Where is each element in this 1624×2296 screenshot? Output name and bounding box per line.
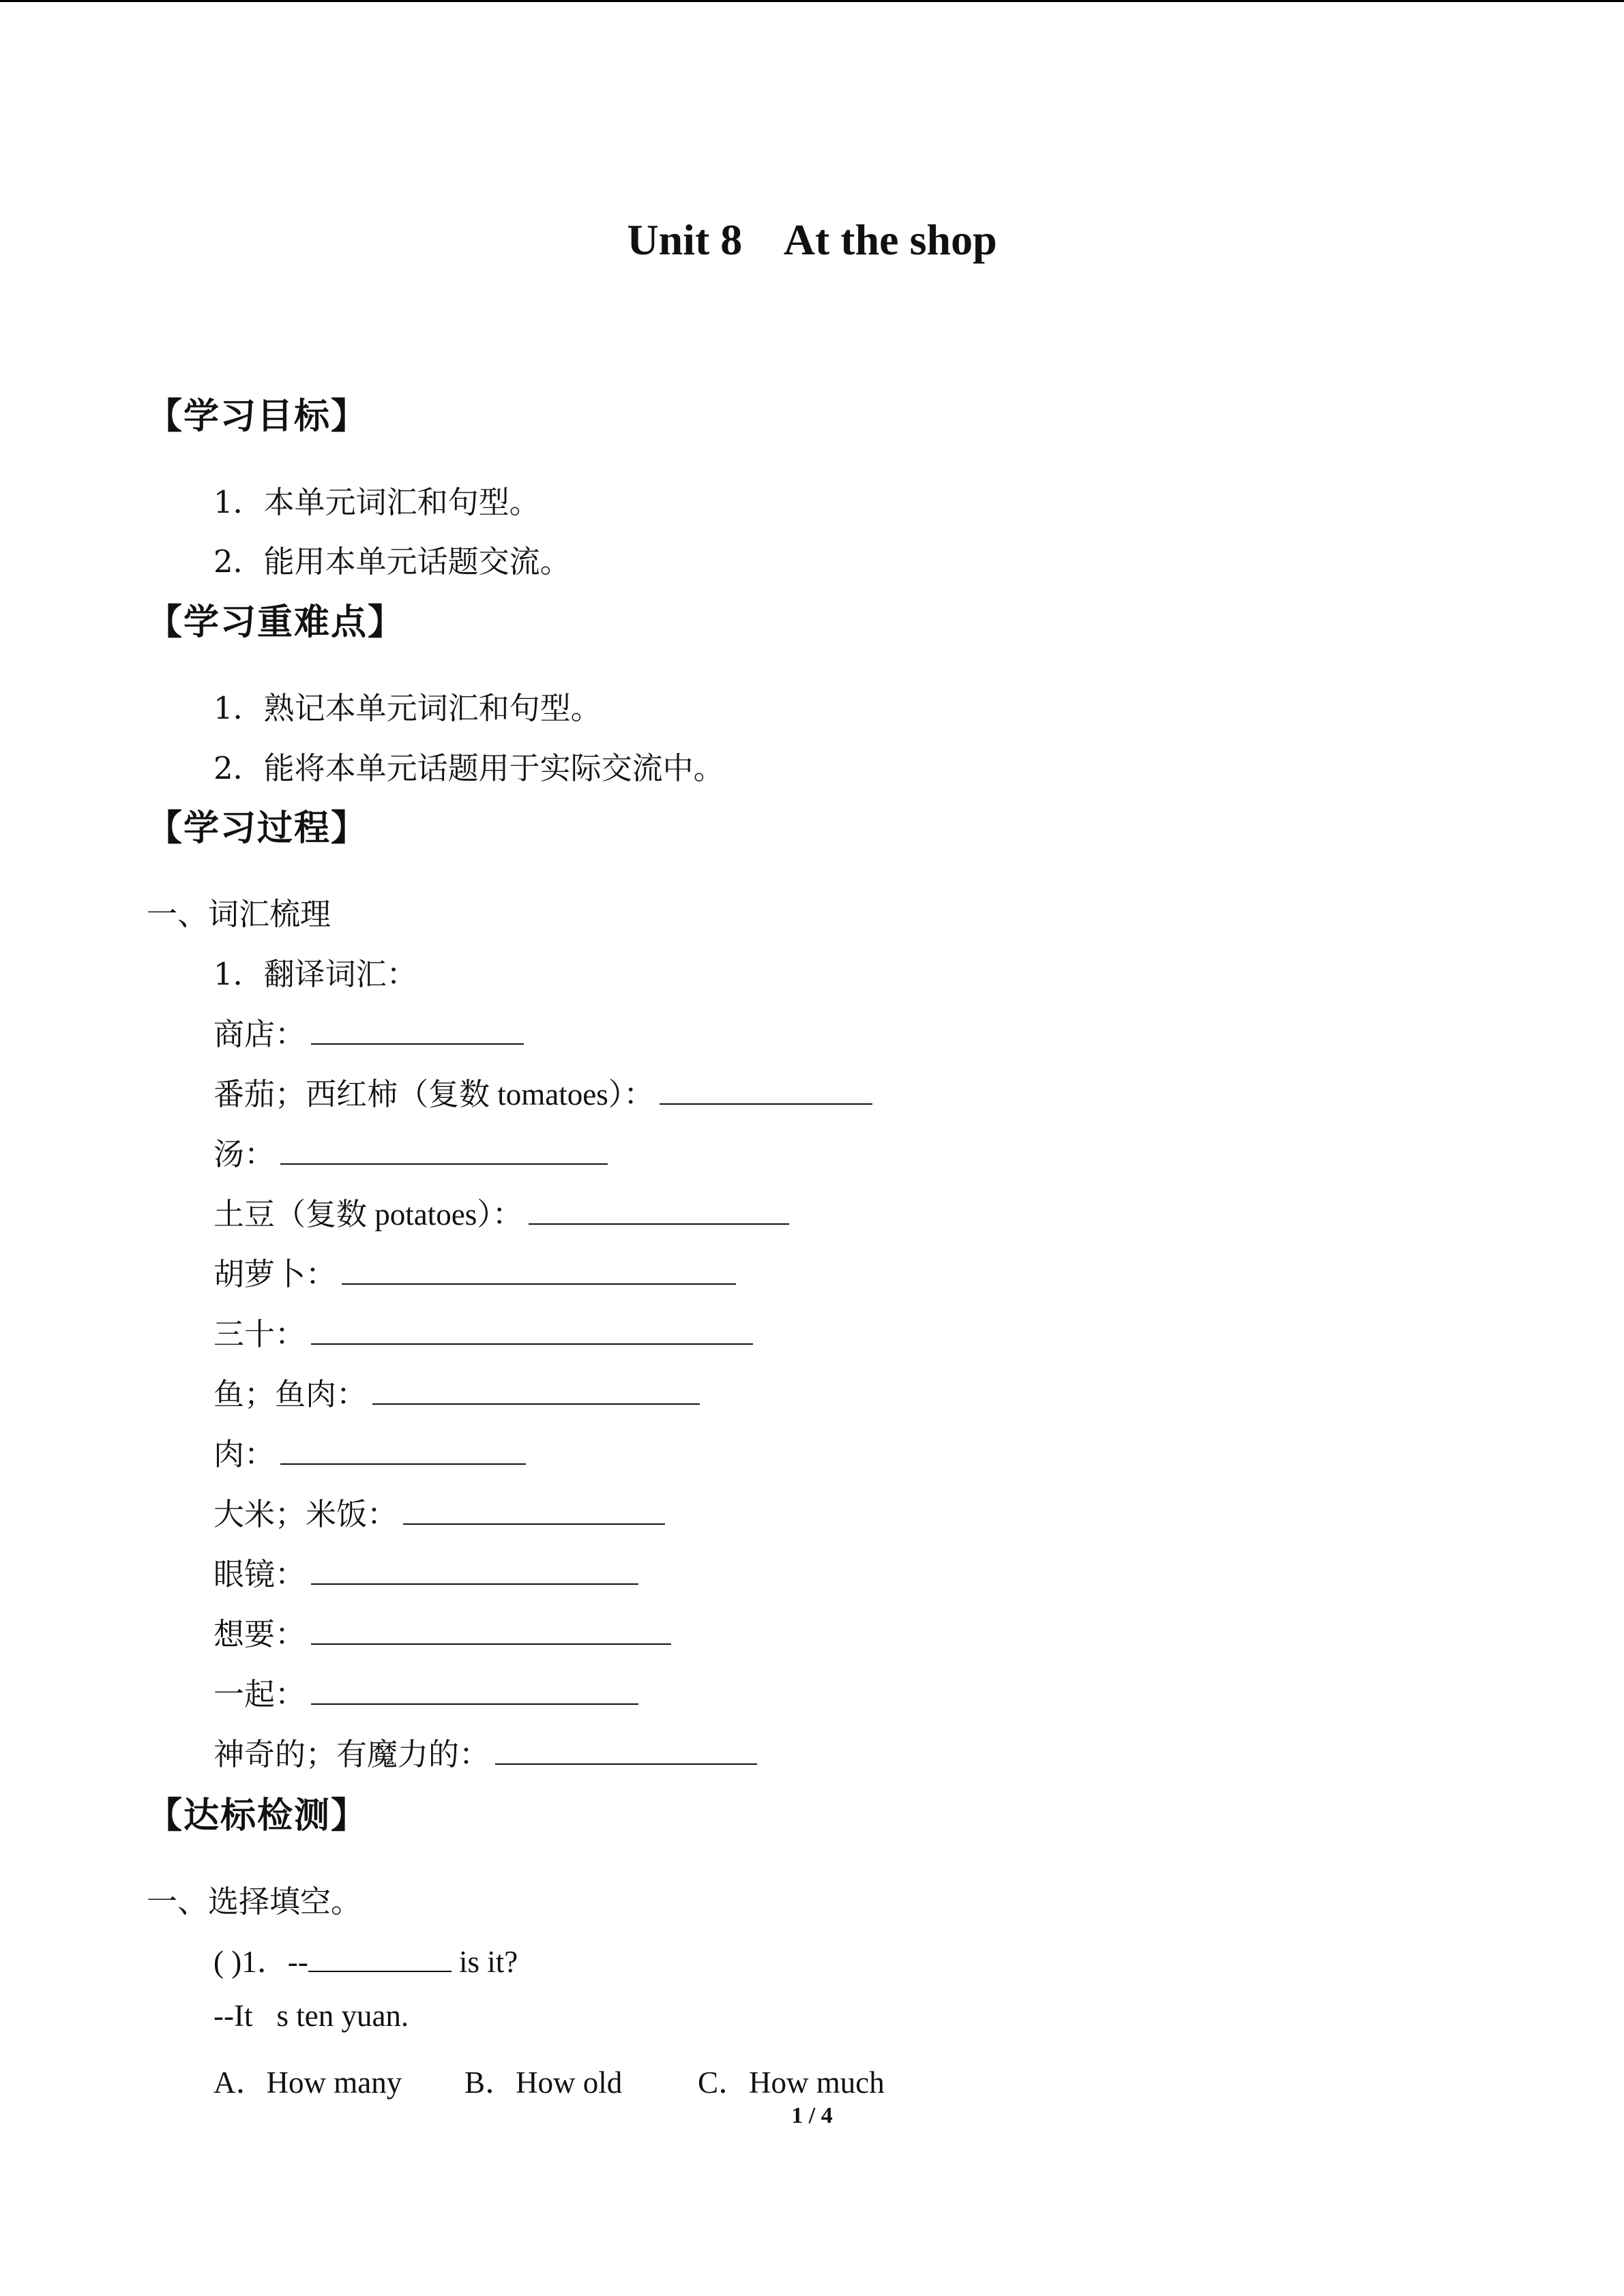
vocab-item-together: 一起：: [213, 1669, 638, 1714]
answer-blank[interactable]: [403, 1497, 665, 1525]
vocab-task: 1．翻译词汇：: [213, 956, 417, 992]
heading-learning-process: 【学习过程】: [147, 808, 368, 849]
vocab-item-potato: 土豆（复数 potatoes）：: [213, 1189, 789, 1234]
heading-assessment: 【达标检测】: [147, 1795, 368, 1836]
goal-item-2: 2．能用本单元话题交流。: [213, 543, 571, 580]
answer-blank[interactable]: [311, 1317, 753, 1345]
question-1: ( )1．-- is it?: [213, 1945, 518, 1979]
page-number: 1 / 4: [791, 2103, 833, 2128]
option-c[interactable]: C．How much: [698, 2066, 885, 2100]
answer-blank[interactable]: [311, 1557, 638, 1585]
key-point-item-1: 1．熟记本单元词汇和句型。: [213, 690, 602, 726]
answer-blank[interactable]: [311, 1678, 638, 1705]
answer-blank[interactable]: [529, 1197, 789, 1225]
option-a[interactable]: A．How many: [213, 2066, 402, 2100]
vocab-item-thirty: 三十：: [213, 1309, 753, 1354]
vocab-item-rice: 大米；米饭：: [213, 1489, 665, 1534]
goal-item-1: 1．本单元词汇和句型。: [213, 484, 540, 520]
vocab-section-title: 一、词汇梳理: [147, 896, 331, 932]
answer-blank[interactable]: [372, 1377, 700, 1405]
answer-blank[interactable]: [311, 1017, 524, 1045]
page-title: Unit 8 At the shop: [627, 215, 997, 264]
question-1-options: [213, 2057, 885, 2102]
vocab-item-shop: 商店：: [213, 1009, 524, 1054]
vocab-item-glasses: 眼镜：: [213, 1549, 638, 1594]
option-b[interactable]: B．How old: [464, 2066, 623, 2100]
answer-blank[interactable]: [280, 1137, 608, 1165]
vocab-item-soup: 汤：: [213, 1129, 608, 1174]
answer-blank[interactable]: [660, 1077, 872, 1105]
answer-blank[interactable]: [342, 1257, 736, 1285]
test-section-title: 一、选择填空。: [147, 1883, 362, 1920]
vocab-item-meat: 肉：: [213, 1429, 526, 1474]
top-border: [0, 0, 1624, 2]
key-point-item-2: 2．能将本单元话题用于实际交流中。: [213, 750, 724, 786]
heading-learning-goals: 【学习目标】: [147, 396, 368, 437]
answer-blank[interactable]: [280, 1437, 526, 1465]
question-1-response: --It s ten yuan.: [213, 1999, 409, 2033]
answer-blank[interactable]: [308, 1945, 452, 1972]
vocab-item-carrot: 胡萝卜：: [213, 1249, 736, 1294]
answer-blank[interactable]: [495, 1738, 757, 1765]
vocab-item-want: 想要：: [213, 1609, 671, 1654]
heading-key-points: 【学习重难点】: [147, 602, 405, 643]
vocab-item-tomato: 番茄；西红柿（复数 tomatoes）：: [213, 1069, 872, 1114]
vocab-item-fish: 鱼；鱼肉：: [213, 1369, 700, 1414]
vocab-item-magic: 神奇的；有魔力的：: [213, 1729, 757, 1774]
answer-blank[interactable]: [311, 1617, 671, 1645]
